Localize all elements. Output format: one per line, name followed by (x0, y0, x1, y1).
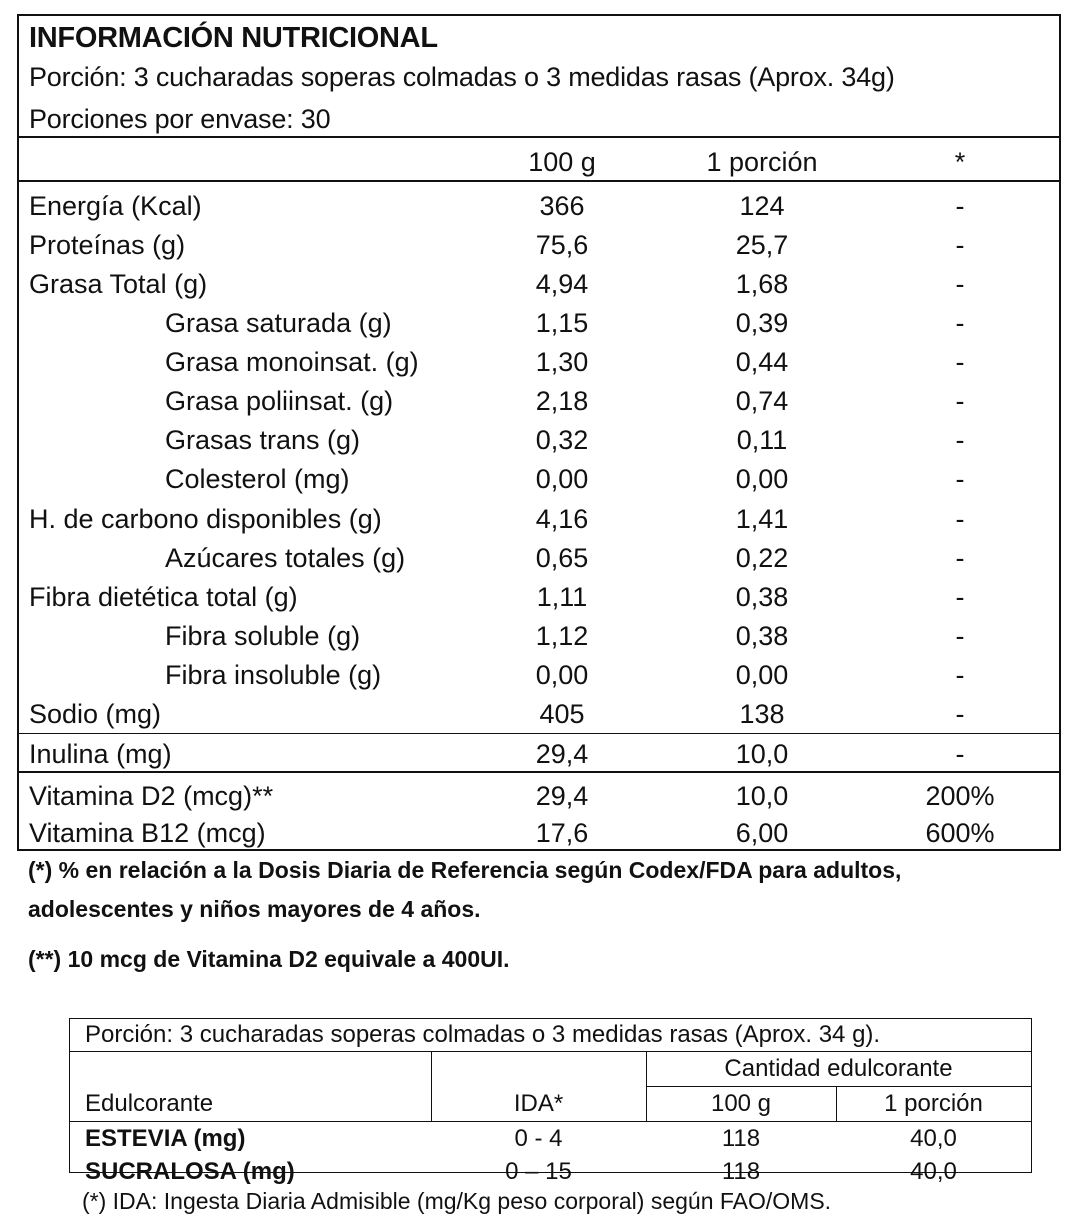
sweetener-serving: Porción: 3 cucharadas soperas colmadas o 3 medidas rasas (Aprox. 34 g). (85, 1021, 881, 1048)
nutrient-label: Fibra soluble (g) (165, 621, 361, 651)
value-per-portion: 0,22 (735, 543, 789, 573)
value-per-portion: 1,68 (735, 269, 789, 299)
value-per-100g: 405 (539, 699, 585, 729)
value-daily-pct: - (955, 582, 965, 612)
nutrition-row (19, 382, 1059, 421)
value-per-portion: 0,00 (735, 660, 789, 690)
value-per-100g: 1,11 (536, 582, 588, 612)
value-per-100g: 17,6 (535, 818, 589, 848)
nutrient-label: Grasa Total (g) (29, 269, 208, 299)
nutrition-row (19, 617, 1059, 656)
nutrition-row (19, 187, 1059, 226)
value-daily-pct: 200% (925, 781, 995, 811)
nutrient-label: Vitamina B12 (mcg) (29, 818, 266, 848)
sweetener-row-name: SUCRALOSA (mg) (85, 1158, 295, 1185)
sweetener-row-portion: 40,0 (910, 1125, 957, 1152)
nutrient-label: Colesterol (mg) (165, 464, 350, 494)
value-per-100g: 2,18 (535, 386, 589, 416)
nutrition-row (19, 777, 1059, 816)
divider (19, 771, 1059, 773)
sweetener-col-ida: IDA* (513, 1090, 564, 1117)
value-per-portion: 10,0 (735, 781, 789, 811)
value-per-portion: 0,38 (735, 582, 789, 612)
value-daily-pct: - (955, 621, 965, 651)
value-daily-pct: - (955, 269, 965, 299)
value-per-100g: 4,94 (535, 269, 589, 299)
nutrition-table (17, 14, 1061, 851)
value-daily-pct: - (955, 425, 965, 455)
value-per-portion: 1,41 (735, 504, 789, 534)
value-daily-pct: - (955, 504, 965, 534)
value-per-100g: 4,16 (535, 504, 589, 534)
value-daily-pct: - (955, 464, 965, 494)
col-header-dv: * (954, 147, 966, 177)
nutrient-label: Grasa saturada (g) (165, 308, 392, 338)
value-per-portion: 0,11 (736, 425, 788, 455)
divider (70, 1121, 1031, 1122)
nutrient-label: Azúcares totales (g) (165, 543, 406, 573)
value-per-portion: 0,00 (735, 464, 789, 494)
nutrition-row (19, 539, 1059, 578)
value-per-portion: 0,74 (735, 386, 789, 416)
nutrient-label: Grasas trans (g) (165, 425, 361, 455)
nutrient-label: Grasa monoinsat. (g) (165, 347, 419, 377)
footnote-vitamin-d2: (**) 10 mcg de Vitamina D2 equivale a 400UI. (28, 946, 510, 972)
divider (19, 733, 1059, 734)
value-daily-pct: - (955, 699, 965, 729)
value-daily-pct: - (955, 386, 965, 416)
value-daily-pct: - (955, 230, 965, 260)
col-header-portion: 1 porción (706, 147, 818, 177)
sweetener-row-100g: 118 (721, 1158, 761, 1185)
sweetener-col-100g: 100 g (710, 1090, 772, 1117)
value-per-portion: 6,00 (735, 818, 789, 848)
divider (70, 1051, 1031, 1052)
value-per-100g: 0,00 (535, 464, 589, 494)
serving-size: Porción: 3 cucharadas soperas colmadas o 3 medidas rasas (Aprox. 34g) (29, 62, 895, 92)
value-per-100g: 1,12 (535, 621, 589, 651)
nutrition-row (19, 656, 1059, 695)
nutrition-row (19, 695, 1059, 734)
divider (19, 180, 1059, 182)
value-daily-pct: - (955, 191, 965, 221)
value-daily-pct: - (955, 543, 965, 573)
value-daily-pct: 600% (925, 818, 995, 848)
nutrition-row (19, 226, 1059, 265)
value-per-portion: 0,39 (735, 308, 789, 338)
sweetener-col-portion: 1 porción (884, 1090, 983, 1117)
nutrition-row (19, 421, 1059, 460)
value-per-portion: 0,38 (735, 621, 789, 651)
nutrient-label: Proteínas (g) (29, 230, 186, 260)
nutrition-row (19, 343, 1059, 382)
value-per-portion: 138 (739, 699, 785, 729)
nutrition-row (19, 814, 1059, 853)
sweetener-table (69, 1018, 1032, 1185)
nutrient-label: Energía (Kcal) (29, 191, 202, 221)
value-per-portion: 0,44 (735, 347, 789, 377)
nutrient-label: Fibra dietética total (g) (29, 582, 298, 612)
nutrient-label: Vitamina D2 (mcg)** (29, 781, 274, 811)
nutrition-row (19, 304, 1059, 343)
value-per-100g: 0,00 (535, 660, 589, 690)
sweetener-row-ida: 0 – 15 (505, 1158, 572, 1185)
value-daily-pct: - (955, 308, 965, 338)
nutrient-label: Grasa poliinsat. (g) (165, 386, 394, 416)
value-per-100g: 1,30 (535, 347, 589, 377)
sweetener-row-100g: 118 (721, 1125, 761, 1152)
nutrient-label: Inulina (mg) (29, 739, 172, 769)
nutrition-row (19, 578, 1059, 617)
nutrition-row (19, 460, 1059, 499)
nutrition-row (19, 500, 1059, 539)
sweetener-col-name: Edulcorante (85, 1090, 214, 1117)
value-per-portion: 124 (739, 191, 785, 221)
nutrition-title: INFORMACIÓN NUTRICIONAL (29, 22, 438, 54)
nutrient-label: Fibra insoluble (g) (165, 660, 382, 690)
value-per-portion: 10,0 (735, 739, 789, 769)
nutrition-row (19, 265, 1059, 304)
value-per-100g: 0,65 (535, 543, 589, 573)
value-daily-pct: - (955, 739, 965, 769)
servings-per-container: Porciones por envase: 30 (29, 104, 331, 134)
value-per-100g: 29,4 (535, 781, 589, 811)
value-daily-pct: - (955, 347, 965, 377)
footnote-daily-value-1: (*) % en relación a la Dosis Diaria de Referencia según Codex/FDA para adultos, (28, 857, 902, 883)
value-per-100g: 366 (539, 191, 585, 221)
value-daily-pct: - (955, 660, 965, 690)
col-header-100g: 100 g (528, 147, 596, 177)
value-per-100g: 0,32 (535, 425, 589, 455)
nutrition-row (19, 735, 1059, 774)
footnote-daily-value-2: adolescentes y niños mayores de 4 años. (28, 896, 481, 922)
nutrient-label: H. de carbono disponibles (g) (29, 504, 382, 534)
value-per-100g: 29,4 (535, 739, 589, 769)
divider (19, 136, 1059, 138)
sweetener-footnote: (*) IDA: Ingesta Diaria Admisible (mg/Kg peso corporal) según FAO/OMS. (82, 1188, 832, 1214)
sweetener-row-name: ESTEVIA (mg) (85, 1125, 246, 1152)
sweetener-row-ida: 0 - 4 (514, 1125, 563, 1152)
sweetener-group-header: Cantidad edulcorante (724, 1055, 953, 1082)
divider (646, 1086, 1031, 1087)
value-per-100g: 75,6 (535, 230, 589, 260)
value-per-portion: 25,7 (735, 230, 789, 260)
sweetener-row-portion: 40,0 (910, 1158, 957, 1185)
value-per-100g: 1,15 (535, 308, 589, 338)
nutrient-label: Sodio (mg) (29, 699, 162, 729)
